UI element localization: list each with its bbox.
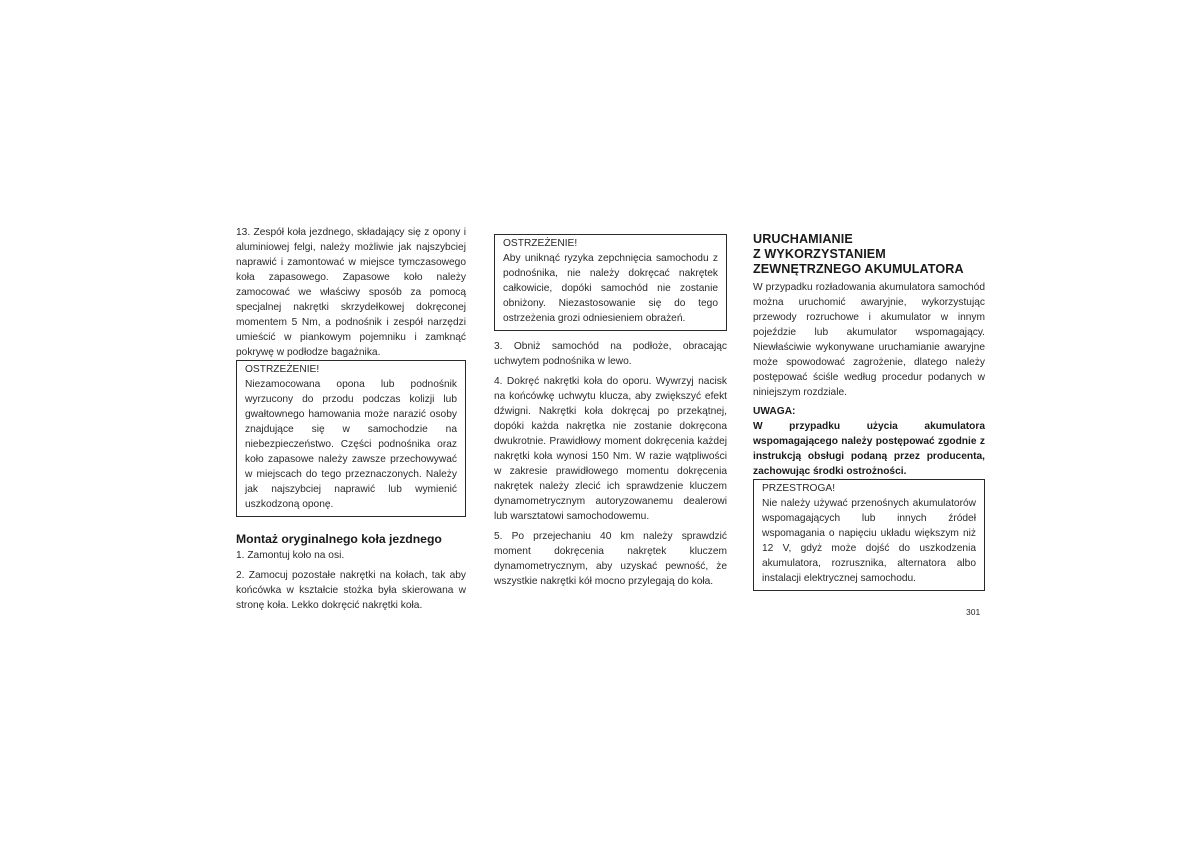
heading-line: ZEWNĘTRZNEGO AKUMULATORA	[753, 262, 964, 276]
left-column	[236, 225, 466, 613]
step-4-text: 4. Dokręć nakrętki koła do oporu. Wywrzyj nacisk na końcówkę uchwytu klucza, aby zwiększyć efekt dźwigni. Nakrętki koła dokręcaj po przekątnej, dopóki każda nakrętka nie zostanie dokręcona dwukrotnie. Prawidłowy moment dokręcenia każdej nakrętki koła wynosi 150 Nm. W razie wątpliwości w zakresie prawidłowego momentu dokręcenia nakrętek należy zlecić ich sprawdzenie kluczem dynamometrycznym autoryzowanemu dealerowi lub warsztatowi samochodowemu.	[494, 376, 727, 522]
warning-text: Aby uniknąć ryzyka zepchnięcia samochodu z podnośnika, nie należy dokręcać nakrętek całkowicie, dopóki samochód nie zostanie obniżony. Niezastosowanie się do tego ostrzeżenia grozi odniesieniem obrażeń.	[503, 253, 718, 324]
step-2-text: 2. Zamocuj pozostałe nakrętki na kołach, tak aby końcówka w kształcie stożka była skierowana w stronę koła. Lekko dokręcić nakrętki koła.	[236, 570, 466, 611]
caution-text: Nie należy używać przenośnych akumulatorów wspomagających lub innych źródeł wspomagania o napięciu układu większym niż 12 V, gdyż może dojść do uszkodzenia akumulatora, rozrusznika, alternatora albo instalacji elektrycznej samochodu.	[762, 498, 976, 584]
warning-text: Niezamocowana opona lub podnośnik wyrzucony do przodu podczas kolizji lub gwałtownego hamowania może narazić osoby znajdujące się w samochodzie na niebezpieczeństwo. Części podnośnika oraz koło zapasowe należy zawsze przechowywać w miejscach do tego przeznaczonych. Należy jak najszybciej naprawić lub wymienić uszkodzoną oponę.	[245, 379, 457, 510]
page-number: 301	[966, 607, 981, 617]
heading-line: Z WYKORZYSTANIEM	[753, 247, 886, 261]
middle-column	[494, 234, 727, 589]
step-1-text: 1. Zamontuj koło na osi.	[236, 550, 345, 561]
note-text: W przypadku użycia akumulatora wspomagającego należy postępować zgodnie z instrukcją obsługi podaną przez producenta, zachowując środki ostrożności.	[753, 421, 985, 477]
note-label: UWAGA:	[753, 406, 796, 417]
heading-line: URUCHAMIANIE	[753, 232, 853, 246]
caution-box-booster-voltage	[753, 479, 985, 591]
section-heading-wheel-mounting: Montaż oryginalnego koła jezdnego	[236, 532, 442, 546]
jump-start-intro-text: W przypadku rozładowania akumulatora samochód można uruchomić awaryjnie, wykorzystując przewody rozruchowe i akumulator w innym pojeździe lub akumulator wspomagający. Niewłaściwie wykonywane uruchamianie awaryjne może spowodować zagrożenie, dlatego należy postępować ściśle według procedur podanych w niniejszym rozdziale.	[753, 282, 985, 398]
section-heading-jump-start	[753, 232, 985, 277]
step-3-text: 3. Obniż samochód na podłoże, obracając uchwytem podnośnika w lewo.	[494, 341, 727, 367]
caution-title: PRZESTROGA!	[762, 483, 836, 494]
step-5-text: 5. Po przejechaniu 40 km należy sprawdzić moment dokręcenia nakrętek kluczem dynamometrycznym, aby uzyskać pewność, że wszystkie nakrętki kół mocno przylegają do koła.	[494, 531, 727, 587]
warning-title: OSTRZEŻENIE!	[245, 364, 320, 375]
warning-title: OSTRZEŻENIE!	[503, 238, 578, 249]
warning-box-spare-wheel	[236, 360, 466, 517]
right-column	[753, 232, 985, 591]
step-13-text: 13. Zespół koła jezdnego, składający się z opony i aluminiowej felgi, należy możliwie jak najszybciej naprawić i zamontować w miejsce tymczasowego koła zapasowego. Zapasowe koło należy zamocować we właściwy sposób za pomocą specjalnej nakrętki skrzydełkowej dokręconej momentem 5 Nm, a podnośnik i zespół narzędzi umieścić w piankowym pojemniku i zamknąć pokrywę w podłodze bagażnika.	[236, 227, 466, 358]
warning-box-jack	[494, 234, 727, 331]
